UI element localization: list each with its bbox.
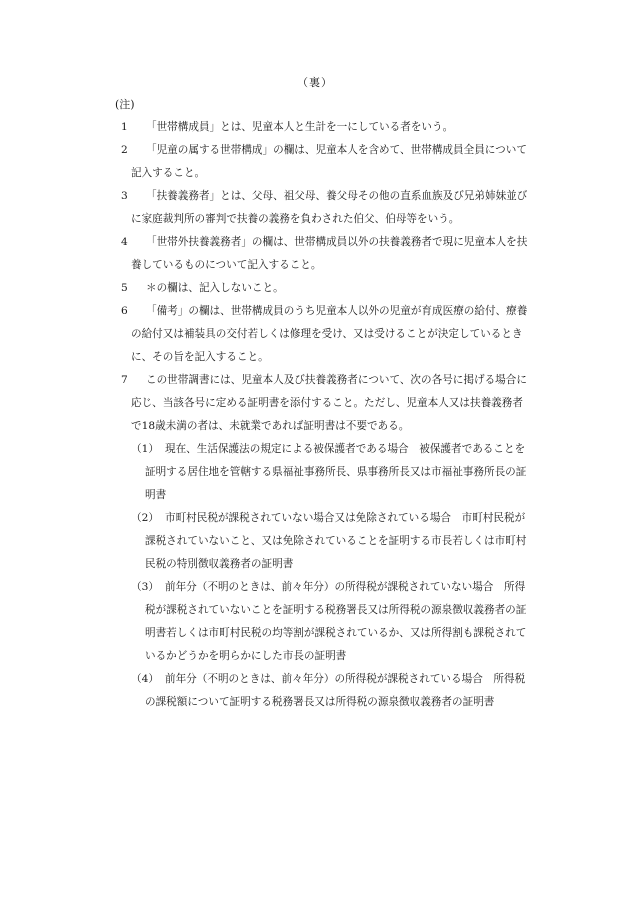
note-text: 「世帯構成員」とは、児童本人と生計を一にしている者をいう。: [146, 121, 454, 133]
page-title: （裏）: [297, 76, 333, 89]
note-item: [0, 369, 630, 438]
note-text: 「備考」の欄は、世帯構成員のうち児童本人以外の児童が育成医療の給付、療養: [146, 305, 528, 317]
note-text: 「児童の属する世帯構成」の欄は、児童本人を含めて、世帯構成員全員について: [146, 144, 527, 156]
note-number: 1: [121, 121, 128, 133]
sub-item-number: （3）: [131, 581, 159, 593]
sub-item: [0, 438, 630, 507]
sub-item-number: （1）: [131, 443, 159, 455]
note-item: [0, 116, 630, 139]
sub-item-text-cont: 民税の特別徴収義務者の証明書: [145, 558, 294, 570]
sub-item: [0, 668, 630, 714]
notes-body: [0, 116, 630, 714]
note-item: [0, 185, 630, 231]
sub-item-text-cont: 課税されていないこと、又は免除されていることを証明する市長若しくは市町村: [145, 535, 527, 547]
note-number: 2: [121, 144, 128, 156]
note-text: 「扶養義務者」とは、父母、祖父母、養父母その他の直系血族及び兄弟姉妹並び: [146, 190, 528, 202]
note-text-cont: 応じ、当該各号に定める証明書を添付すること。ただし、児童本人又は扶養義務者: [131, 397, 523, 409]
sub-item-text-cont: いるかどうかを明らかにした市長の証明書: [145, 650, 347, 662]
sub-item-number: （2）: [131, 512, 159, 524]
note-item: [0, 300, 630, 369]
sub-item-text-cont: の課税額について証明する税務署長又は所得税の源泉徴収義務者の証明書: [145, 696, 495, 708]
sub-item-text-cont: 明書若しくは市町村民税の均等割が課税されているか、又は所得割も課税されて: [145, 627, 527, 639]
sub-item-text: 前年分（不明のときは、前々年分）の所得税が課税されていない場合 所得: [165, 581, 526, 593]
note-number: 7: [121, 374, 128, 386]
sub-item: [0, 507, 630, 576]
sub-item-text-cont: 証明する居住地を管轄する県福祉事務所長、県事務所長又は市福祉事務所長の証: [145, 466, 527, 478]
note-text: 「世帯外扶養義務者」の欄は、世帯構成員以外の扶養義務者で現に児童本人を扶: [146, 236, 528, 248]
note-number: 6: [121, 305, 128, 317]
note-text-cont: で18歳未満の者は、未就業であれば証明書は不要である。: [131, 420, 410, 432]
notes-label: (注): [115, 98, 135, 111]
note-item: [0, 231, 630, 277]
sub-item: [0, 576, 630, 668]
note-text-cont: の給付又は補装具の交付若しくは修理を受け、又は受けることが決定しているとき: [131, 328, 523, 340]
sub-item-text: 前年分（不明のときは、前々年分）の所得税が課税されている場合 所得税: [165, 673, 526, 685]
note-text-cont: 記入すること。: [131, 167, 206, 179]
sub-item-text-cont: 明書: [145, 489, 167, 501]
note-text-cont: に家庭裁判所の審判で扶養の義務を負わされた伯父、伯母等をいう。: [131, 213, 460, 225]
note-text: この世帯調書には、児童本人及び扶養義務者について、次の各号に掲げる場合に: [146, 374, 527, 386]
sub-item-text-cont: 税が課税されていないことを証明する税務署長又は所得税の源泉徴収義務者の証: [145, 604, 527, 616]
sub-item-number: （4）: [131, 673, 159, 685]
note-number: 3: [121, 190, 128, 202]
note-text-cont: 養しているものについて記入すること。: [131, 259, 322, 271]
note-text-cont: に、その旨を記入すること。: [131, 351, 269, 363]
note-number: 5: [121, 282, 128, 294]
sub-item-text: 市町村民税が課税されていない場合又は免除されている場合 市町村民税が: [165, 512, 526, 524]
note-item: [0, 139, 630, 185]
note-number: 4: [121, 236, 128, 248]
note-text: ＊の欄は、記入しないこと。: [146, 282, 284, 294]
note-item: [0, 277, 630, 300]
sub-item-text: 現在、生活保護法の規定による被保護者である場合 被保護者であることを: [165, 443, 526, 455]
